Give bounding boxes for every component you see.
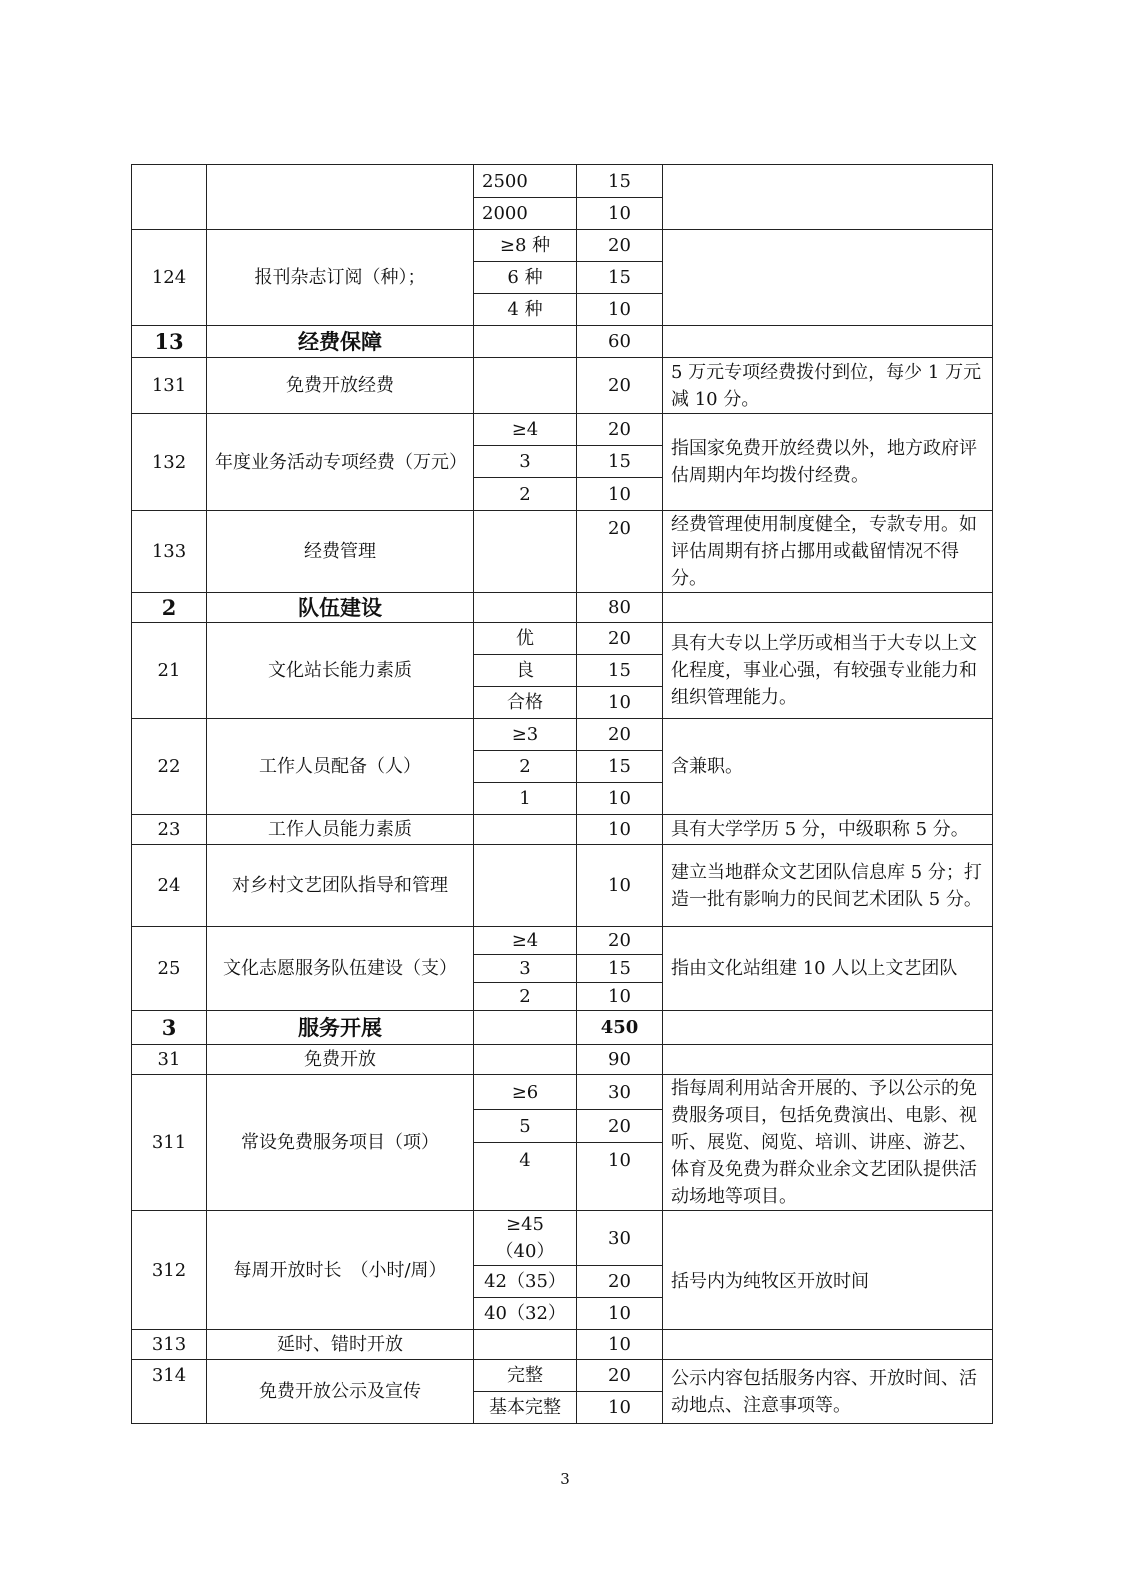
option-cell: ≥4 [474, 927, 577, 955]
option-cell [474, 815, 577, 845]
item-name-cell: 工作人员配备（人） [207, 719, 474, 815]
score-cell: 15 [577, 655, 663, 687]
section-row [132, 1011, 993, 1045]
option-cell [474, 1011, 577, 1045]
note-cell: 括号内为纯牧区开放时间 [663, 1211, 993, 1330]
note-cell [663, 1045, 993, 1075]
option-cell: 5 [474, 1110, 577, 1143]
option-cell: 40（32） [474, 1298, 577, 1330]
code-cell [132, 165, 207, 230]
option-cell: 合格 [474, 687, 577, 719]
score-cell: 10 [577, 845, 663, 927]
option-cell: 2500 [474, 165, 577, 198]
item-name-cell: 延时、错时开放 [207, 1330, 474, 1360]
score-cell: 10 [577, 983, 663, 1011]
item-name-cell: 对乡村文艺团队指导和管理 [207, 845, 474, 927]
code-cell: 25 [132, 927, 207, 1011]
code-cell: 133 [132, 511, 207, 593]
code-cell: 312 [132, 1211, 207, 1330]
score-cell: 30 [577, 1075, 663, 1110]
table-row [132, 719, 993, 751]
score-cell: 90 [577, 1045, 663, 1075]
score-cell: 15 [577, 955, 663, 983]
note-cell: 经费管理使用制度健全，专款专用。如评估周期有挤占挪用或截留情况不得分。 [663, 511, 993, 593]
section-row [132, 326, 993, 358]
table-row [132, 845, 993, 927]
score-cell: 10 [577, 1392, 663, 1424]
option-cell [474, 1330, 577, 1360]
option-cell: 完整 [474, 1360, 577, 1392]
section-title: 经费保障 [207, 326, 474, 358]
score-cell: 10 [577, 1330, 663, 1360]
score-cell: 60 [577, 326, 663, 358]
score-cell: 20 [577, 414, 663, 446]
page-number: 3 [560, 1470, 570, 1488]
score-cell: 20 [577, 1360, 663, 1392]
score-cell: 10 [577, 478, 663, 511]
option-cell [474, 593, 577, 623]
option-cell: ≥8 种 [474, 230, 577, 262]
score-cell: 30 [577, 1211, 663, 1266]
note-cell [663, 593, 993, 623]
option-cell: 4 种 [474, 294, 577, 326]
note-cell: 指由文化站组建 10 人以上文艺团队 [663, 927, 993, 1011]
note-cell: 具有大学学历 5 分，中级职称 5 分。 [663, 815, 993, 845]
score-cell: 10 [577, 815, 663, 845]
table-row [132, 1330, 993, 1360]
note-cell [663, 230, 993, 326]
evaluation-table [131, 164, 993, 1424]
table-row [132, 1211, 993, 1266]
table-row [132, 358, 993, 414]
score-cell: 15 [577, 751, 663, 783]
option-cell: 基本完整 [474, 1392, 577, 1424]
item-name-cell: 文化志愿服务队伍建设（支） [207, 927, 474, 1011]
table-row [132, 1075, 993, 1110]
score-cell: 20 [577, 927, 663, 955]
score-cell: 20 [577, 230, 663, 262]
score-cell: 20 [577, 1110, 663, 1143]
table-row [132, 165, 993, 198]
score-cell: 20 [577, 358, 663, 414]
code-cell: 13 [132, 326, 207, 358]
item-name-cell: 年度业务活动专项经费（万元） [207, 414, 474, 511]
note-cell [663, 1011, 993, 1045]
score-cell: 10 [577, 1142, 663, 1210]
item-name-cell: 文化站长能力素质 [207, 623, 474, 719]
table-row [132, 511, 993, 593]
note-cell: 指国家免费开放经费以外，地方政府评估周期内年均拨付经费。 [663, 414, 993, 511]
option-cell [474, 326, 577, 358]
score-cell: 450 [577, 1011, 663, 1045]
code-cell: 3 [132, 1011, 207, 1045]
note-cell: 具有大专以上学历或相当于大专以上文化程度，事业心强，有较强专业能力和组织管理能力。 [663, 623, 993, 719]
note-cell: 公示内容包括服务内容、开放时间、活动地点、注意事项等。 [663, 1360, 993, 1424]
score-cell: 15 [577, 262, 663, 294]
section-title: 服务开展 [207, 1011, 474, 1045]
table-row [132, 623, 993, 655]
table-row [132, 1360, 993, 1392]
score-cell: 15 [577, 446, 663, 478]
note-cell: 5 万元专项经费拨付到位，每少 1 万元减 10 分。 [663, 358, 993, 414]
code-cell: 313 [132, 1330, 207, 1360]
score-cell: 20 [577, 623, 663, 655]
option-cell: 2000 [474, 198, 577, 230]
code-cell: 21 [132, 623, 207, 719]
table-row [132, 230, 993, 262]
option-cell: 良 [474, 655, 577, 687]
table-row [132, 414, 993, 446]
option-cell: 42（35） [474, 1266, 577, 1298]
table-row [132, 927, 993, 955]
option-cell: 3 [474, 446, 577, 478]
option-cell: 2 [474, 478, 577, 511]
item-name-cell: 工作人员能力素质 [207, 815, 474, 845]
option-cell [474, 845, 577, 927]
code-cell: 22 [132, 719, 207, 815]
score-cell: 80 [577, 593, 663, 623]
score-cell: 10 [577, 1298, 663, 1330]
option-cell: 2 [474, 751, 577, 783]
table-row [132, 815, 993, 845]
code-cell: 23 [132, 815, 207, 845]
note-cell [663, 165, 993, 230]
code-cell: 2 [132, 593, 207, 623]
code-cell: 314 [132, 1360, 207, 1424]
note-cell: 建立当地群众文艺团队信息库 5 分；打造一批有影响力的民间艺术团队 5 分。 [663, 845, 993, 927]
option-cell: 优 [474, 623, 577, 655]
option-cell: 1 [474, 783, 577, 815]
item-name-cell: 免费开放公示及宣传 [207, 1360, 474, 1424]
code-cell: 131 [132, 358, 207, 414]
score-cell: 20 [577, 719, 663, 751]
option-cell: 6 种 [474, 262, 577, 294]
option-cell: 2 [474, 983, 577, 1011]
code-cell: 24 [132, 845, 207, 927]
option-cell [474, 1045, 577, 1075]
option-cell: 4 [474, 1142, 577, 1210]
code-cell: 311 [132, 1075, 207, 1211]
score-cell: 20 [577, 1266, 663, 1298]
score-cell: 15 [577, 165, 663, 198]
code-cell: 132 [132, 414, 207, 511]
option-cell [474, 358, 577, 414]
item-name-cell: 免费开放经费 [207, 358, 474, 414]
option-cell: ≥4 [474, 414, 577, 446]
note-cell [663, 1330, 993, 1360]
option-cell: ≥3 [474, 719, 577, 751]
note-cell: 含兼职。 [663, 719, 993, 815]
code-cell: 124 [132, 230, 207, 326]
section-row [132, 593, 993, 623]
code-cell: 31 [132, 1045, 207, 1075]
score-cell: 10 [577, 294, 663, 326]
option-cell: 3 [474, 955, 577, 983]
option-cell: ≥6 [474, 1075, 577, 1110]
item-name-cell: 每周开放时长 （小时/周） [207, 1211, 474, 1330]
score-cell: 20 [577, 511, 663, 593]
item-name-cell: 免费开放 [207, 1045, 474, 1075]
item-name-cell [207, 165, 474, 230]
item-name-cell: 经费管理 [207, 511, 474, 593]
option-cell: ≥45（40） [474, 1211, 577, 1266]
item-name-cell: 报刊杂志订阅（种）； [207, 230, 474, 326]
table-row [132, 1045, 993, 1075]
score-cell: 10 [577, 198, 663, 230]
score-cell: 10 [577, 783, 663, 815]
note-cell [663, 326, 993, 358]
section-title: 队伍建设 [207, 593, 474, 623]
item-name-cell: 常设免费服务项目（项） [207, 1075, 474, 1211]
score-cell: 10 [577, 687, 663, 719]
note-cell: 指每周利用站舍开展的、予以公示的免费服务项目，包括免费演出、电影、视听、展览、阅览、培训、讲座、游艺、体育及免费为群众业余文艺团队提供活动场地等项目。 [663, 1075, 993, 1211]
option-cell [474, 511, 577, 593]
